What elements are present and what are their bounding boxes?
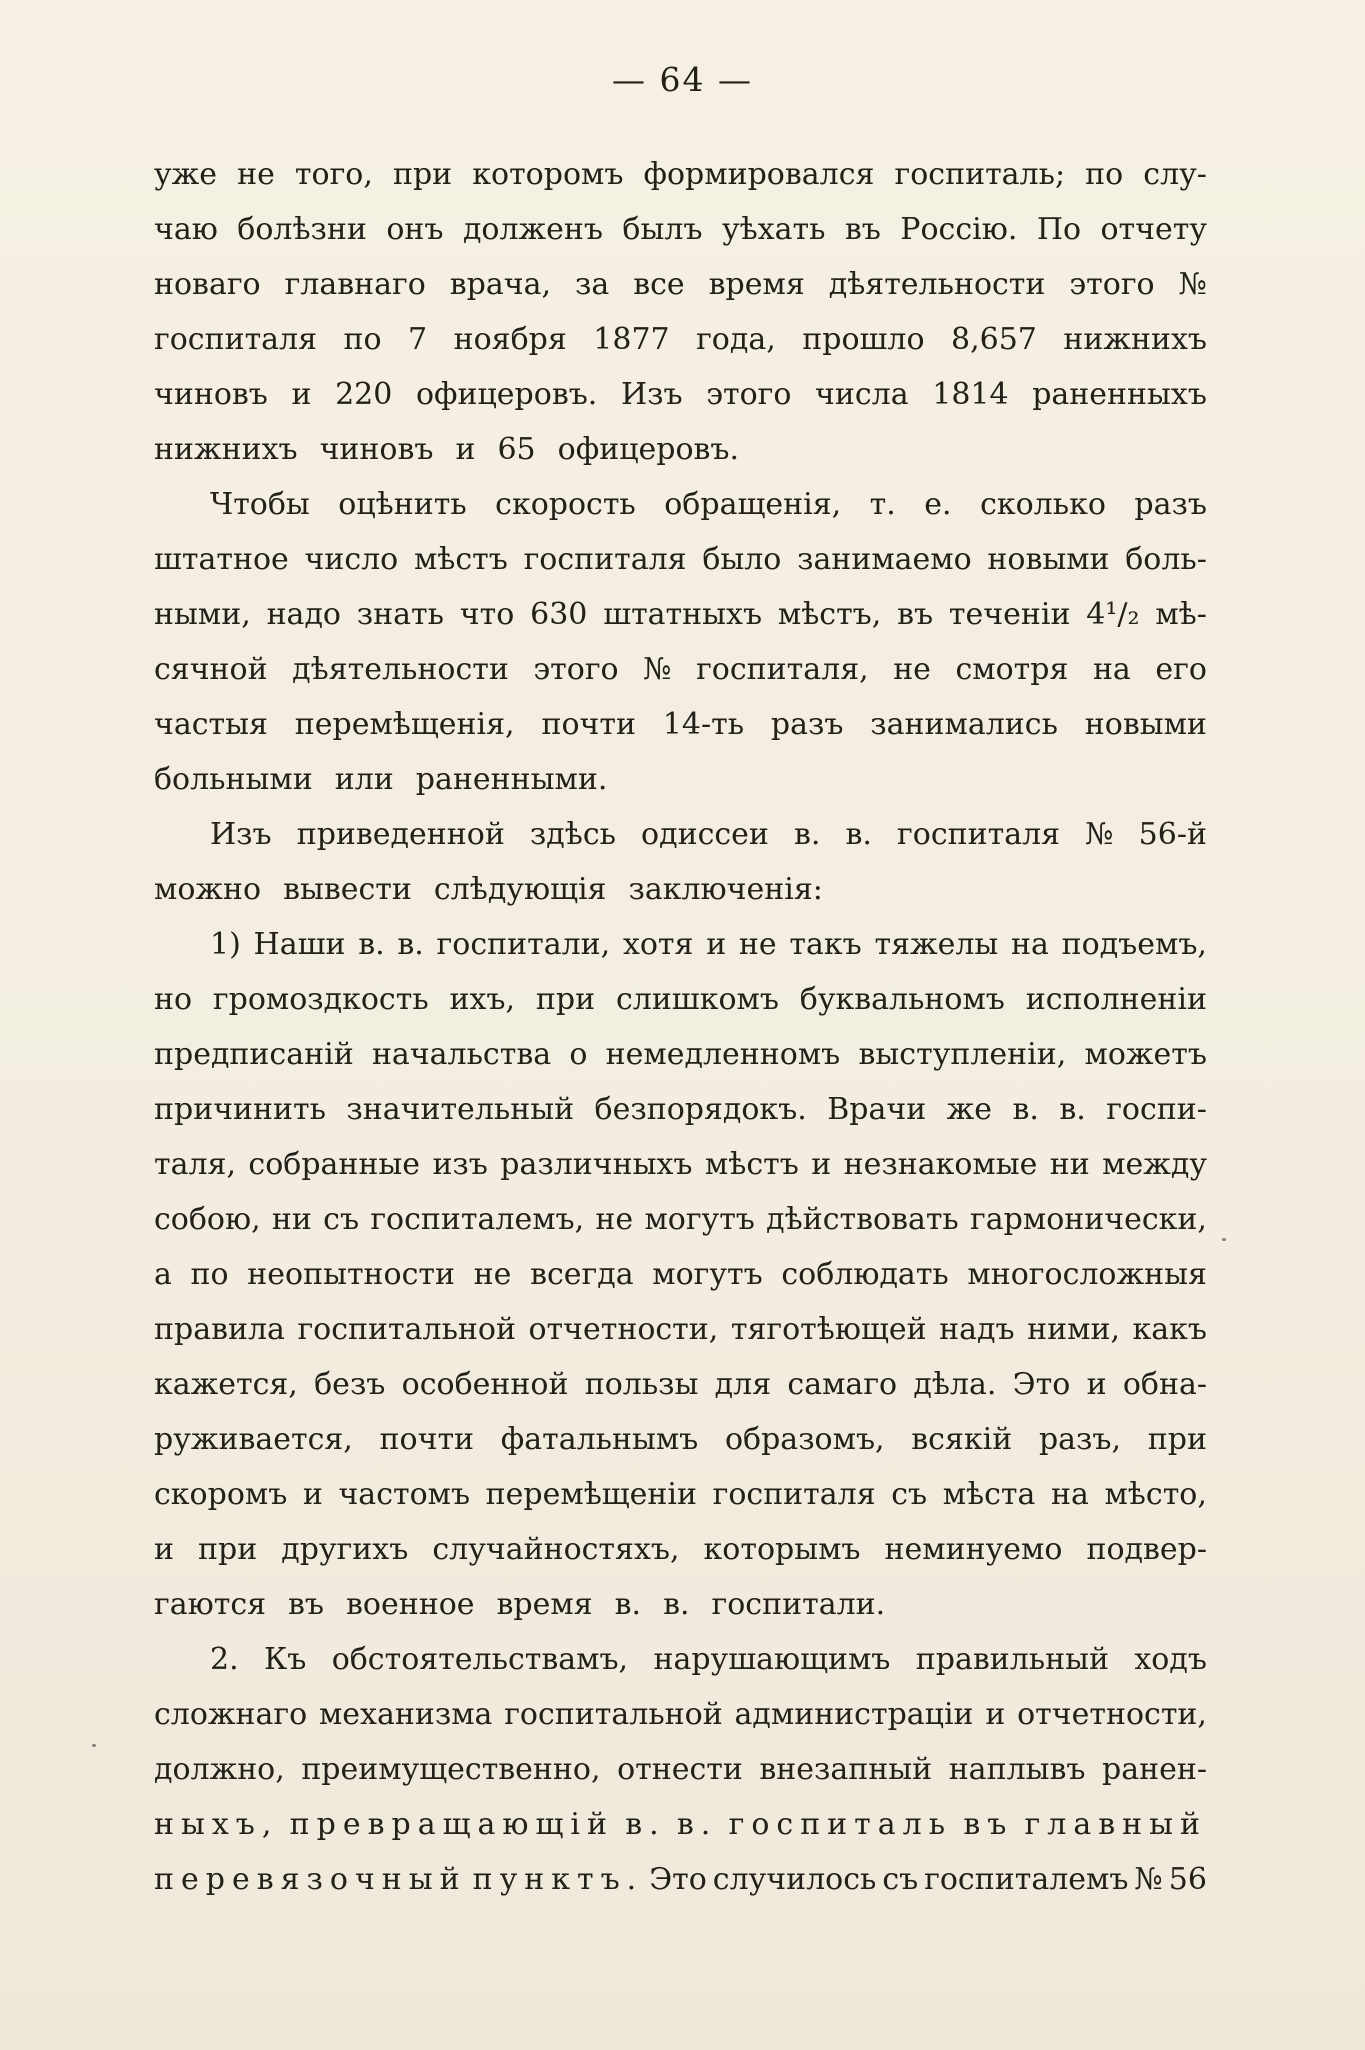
- word: 1): [210, 927, 241, 962]
- word: время: [708, 267, 805, 302]
- word: буквальномъ: [799, 982, 1005, 1017]
- text-line: [154, 367, 1207, 422]
- text-line: [154, 422, 1207, 477]
- word: число: [304, 542, 399, 577]
- word: обращенія,: [664, 487, 842, 522]
- word: почти: [541, 707, 636, 742]
- word: кажется,: [154, 1367, 298, 1402]
- word: всякій: [911, 1422, 1013, 1457]
- word: его: [1155, 652, 1207, 687]
- word: новаго: [154, 267, 261, 302]
- word: №: [1178, 267, 1207, 302]
- word: нижнихъ: [1063, 322, 1207, 357]
- word: же: [946, 1092, 992, 1127]
- paragraph-5: [154, 1632, 1207, 1907]
- text-line: [154, 1852, 1207, 1907]
- word: ноября: [453, 322, 567, 357]
- word: 8,657: [951, 322, 1037, 357]
- word: прошло: [802, 322, 925, 357]
- word: и: [302, 1477, 323, 1512]
- word: слишкомъ: [615, 982, 779, 1017]
- word: тяжелы: [874, 927, 999, 962]
- word: могутъ: [652, 1257, 763, 1292]
- word: гармонически,: [970, 1202, 1207, 1237]
- word: почти: [379, 1422, 475, 1457]
- word: в.: [625, 1807, 666, 1842]
- word: причинить: [154, 1092, 326, 1127]
- word: таля,: [154, 1147, 237, 1182]
- word: и: [811, 1147, 832, 1182]
- word: в.: [358, 927, 385, 962]
- word: 220: [335, 377, 393, 412]
- word: госпиталя: [897, 817, 1061, 852]
- word: ни: [271, 1202, 312, 1237]
- word: в.: [676, 1807, 718, 1842]
- word: отнести: [617, 1752, 743, 1787]
- paragraph-4: [154, 917, 1207, 1632]
- word: отчетности,: [1017, 1697, 1207, 1732]
- text-line: [154, 1467, 1207, 1522]
- word: не: [738, 927, 777, 962]
- word: которымъ: [703, 1532, 861, 1567]
- word: ходъ: [1134, 1642, 1207, 1677]
- word: пунктъ.: [472, 1862, 644, 1897]
- word: мѣстъ: [413, 542, 508, 577]
- word: что: [459, 597, 515, 632]
- word: в.: [845, 817, 872, 852]
- text-line: [154, 807, 1207, 862]
- word: значительный: [346, 1092, 575, 1127]
- text-line: [154, 1522, 1207, 1577]
- word: самаго: [787, 1367, 898, 1402]
- word: администраціи: [734, 1697, 974, 1732]
- word: въ: [963, 1807, 1014, 1842]
- word: правильный: [915, 1642, 1110, 1677]
- text-line: [154, 917, 1207, 972]
- word: Изъ: [620, 377, 683, 412]
- word: 1814: [932, 377, 1009, 412]
- word: 4¹/₂: [1086, 597, 1140, 632]
- word: можетъ: [1084, 1037, 1207, 1072]
- word: нижнихъ: [154, 432, 298, 467]
- word: должно,: [154, 1752, 285, 1787]
- word: в.: [1059, 1092, 1086, 1127]
- word: собою,: [154, 1202, 261, 1237]
- text-line: [154, 1302, 1207, 1357]
- word: наплывъ: [948, 1752, 1086, 1787]
- word: другихъ: [281, 1532, 409, 1567]
- word: формировался: [643, 157, 875, 192]
- paragraph-3: [154, 807, 1207, 917]
- word: образомъ,: [724, 1422, 885, 1457]
- word: 7: [408, 322, 428, 357]
- word: подвер-: [1086, 1532, 1207, 1567]
- word: разъ: [770, 707, 844, 742]
- paper-speck: [1222, 1238, 1226, 1241]
- word: оцѣнить: [338, 487, 467, 522]
- word: внезапный: [759, 1752, 933, 1787]
- word: незнакомые: [843, 1147, 1038, 1182]
- word: года,: [696, 322, 776, 357]
- word: исполненіи: [1025, 982, 1207, 1017]
- text-line: [154, 587, 1207, 642]
- word: 2.: [210, 1642, 239, 1677]
- word: перемѣщенія,: [294, 707, 515, 742]
- word: онъ: [386, 212, 444, 247]
- word: по: [1085, 157, 1124, 192]
- word: и: [291, 377, 312, 412]
- word: врача,: [449, 267, 552, 302]
- word: Изъ: [210, 817, 272, 852]
- word: госпиталя: [523, 542, 687, 577]
- word: преимущественно,: [301, 1752, 601, 1787]
- word: а: [154, 1257, 172, 1292]
- word: т.: [869, 487, 896, 522]
- word: въ: [288, 1587, 325, 1622]
- word: предписаній: [154, 1037, 354, 1072]
- text-line: [154, 1247, 1207, 1302]
- word: мѣ-: [1155, 597, 1207, 632]
- word: неопытности: [247, 1257, 455, 1292]
- word: гаются: [154, 1587, 267, 1622]
- word: и: [985, 1697, 1006, 1732]
- word: не: [595, 1202, 634, 1237]
- text-line: [154, 1192, 1207, 1247]
- text-line: [154, 752, 1207, 807]
- word: теченіи: [948, 597, 1071, 632]
- text-line: [154, 862, 1207, 917]
- word: дѣятельности: [828, 267, 1046, 302]
- word: госпитали.: [711, 1587, 886, 1622]
- word: о: [569, 1037, 588, 1072]
- word: не: [473, 1257, 512, 1292]
- word: можно: [154, 872, 262, 907]
- word: офицеровъ.: [415, 377, 598, 412]
- word: того,: [294, 157, 373, 192]
- word: штатныхъ: [603, 597, 763, 632]
- text-line: [154, 312, 1207, 367]
- word: мѣстъ: [704, 1147, 799, 1182]
- word: дѣятельности: [292, 652, 509, 687]
- word: 14-ть: [662, 707, 745, 742]
- word: многосложныя: [967, 1257, 1207, 1292]
- paper-speck: [92, 1744, 96, 1747]
- word: госпитальной: [297, 1312, 516, 1347]
- word: госпиталь: [728, 1807, 953, 1842]
- word: госпиталемъ: [924, 1862, 1129, 1897]
- word: при: [198, 1532, 258, 1567]
- word: руживается,: [154, 1422, 353, 1457]
- word: за: [575, 267, 610, 302]
- word: какъ: [1132, 1312, 1207, 1347]
- word: и: [706, 927, 727, 962]
- word: ныхъ,: [154, 1807, 279, 1842]
- word: надо: [266, 597, 341, 632]
- word: этого: [706, 377, 792, 412]
- word: случилось: [712, 1862, 877, 1897]
- word: госпи-: [1106, 1092, 1207, 1127]
- word: между: [1102, 1147, 1207, 1182]
- text-line: [154, 532, 1207, 587]
- word: на: [1051, 1477, 1089, 1512]
- word: в.: [614, 1587, 642, 1622]
- word: новыми: [1084, 707, 1207, 742]
- word: ихъ,: [449, 982, 516, 1017]
- word: фатальнымъ: [500, 1422, 699, 1457]
- word: случайностяхъ,: [432, 1532, 680, 1567]
- word: ными,: [154, 597, 251, 632]
- word: съ: [323, 1202, 360, 1237]
- word: здѣсь: [529, 817, 616, 852]
- word: раненныхъ: [1032, 377, 1207, 412]
- word: тяготѣющей: [730, 1312, 927, 1347]
- word: больными: [154, 762, 313, 797]
- word: 1877: [593, 322, 670, 357]
- word: в.: [397, 927, 424, 962]
- word: мѣсто,: [1104, 1477, 1207, 1512]
- text-line: [154, 1412, 1207, 1467]
- word: и: [154, 1532, 174, 1567]
- word: правила: [154, 1312, 285, 1347]
- page-number: — 64 —: [612, 60, 753, 99]
- word: е.: [924, 487, 952, 522]
- word: такъ: [789, 927, 862, 962]
- word: соблюдать: [781, 1257, 949, 1292]
- word: чаю: [154, 212, 218, 247]
- word: безъ: [314, 1367, 386, 1402]
- word: слу-: [1143, 157, 1207, 192]
- word: числа: [815, 377, 909, 412]
- word: одиссеи: [641, 817, 769, 852]
- word: дѣйствовать: [766, 1202, 959, 1237]
- word: новыми: [987, 542, 1110, 577]
- word: на: [1011, 927, 1049, 962]
- word: подъемъ,: [1061, 927, 1207, 962]
- text-line: [154, 1687, 1207, 1742]
- word: и: [455, 432, 476, 467]
- word: приведенной: [296, 817, 505, 852]
- word: скорость: [495, 487, 636, 522]
- word: слѣдующія: [433, 872, 607, 907]
- word: Россію.: [900, 212, 1018, 247]
- word: госпиталемъ,: [370, 1202, 585, 1237]
- word: боль-: [1125, 542, 1207, 577]
- text-line: [154, 1357, 1207, 1412]
- word: госпиталя: [712, 1477, 876, 1512]
- word: №: [1085, 817, 1114, 852]
- word: мѣста: [942, 1477, 1036, 1512]
- word: долженъ: [462, 212, 603, 247]
- word: Это: [1012, 1367, 1071, 1402]
- paragraph-1: [154, 147, 1207, 477]
- word: этого: [1069, 267, 1155, 302]
- word: хотя: [622, 927, 694, 962]
- word: частомъ: [338, 1477, 471, 1512]
- word: офицеровъ.: [557, 432, 740, 467]
- word: но: [154, 982, 193, 1017]
- text-line: [154, 202, 1207, 257]
- text-line: [154, 477, 1207, 532]
- word: №: [1134, 1862, 1163, 1897]
- word: отчету: [1100, 212, 1207, 247]
- text-line: [154, 147, 1207, 202]
- word: заключенія:: [628, 872, 823, 907]
- word: знать: [356, 597, 444, 632]
- word: госпитальной: [504, 1697, 723, 1732]
- word: съ: [891, 1477, 928, 1512]
- word: сколько: [980, 487, 1106, 522]
- word: ними,: [1027, 1312, 1120, 1347]
- word: по: [343, 322, 382, 357]
- word: для: [714, 1367, 772, 1402]
- word: госпиталя,: [696, 652, 869, 687]
- text-line: [154, 1632, 1207, 1687]
- word: разъ,: [1038, 1422, 1122, 1457]
- word: надъ: [939, 1312, 1015, 1347]
- word: пользы: [584, 1367, 699, 1402]
- word: которомъ: [472, 157, 624, 192]
- word: по: [190, 1257, 229, 1292]
- word: Врачи: [827, 1092, 927, 1127]
- word: вывести: [283, 872, 412, 907]
- word: уѣхать: [721, 212, 826, 247]
- word: было: [702, 542, 782, 577]
- word: в.: [1012, 1092, 1039, 1127]
- word: въ: [897, 597, 934, 632]
- word: №: [643, 652, 672, 687]
- word: ранен-: [1102, 1752, 1207, 1787]
- word: при: [1147, 1422, 1207, 1457]
- word: мѣстъ,: [777, 597, 882, 632]
- word: По: [1036, 212, 1082, 247]
- word: механизма: [318, 1697, 493, 1732]
- word: перевязочный: [154, 1862, 467, 1897]
- word: 56-й: [1138, 817, 1207, 852]
- word: все: [633, 267, 685, 302]
- word: штатное: [154, 542, 289, 577]
- word: 56: [1168, 1862, 1207, 1897]
- word: уже: [154, 157, 218, 192]
- body-text: [154, 147, 1207, 1907]
- word: различныхъ: [500, 1147, 693, 1182]
- word: Чтобы: [210, 487, 310, 522]
- word: разъ: [1134, 487, 1207, 522]
- text-line: [154, 697, 1207, 752]
- word: занимаемо: [797, 542, 972, 577]
- word: не: [893, 652, 931, 687]
- word: раненными.: [415, 762, 608, 797]
- word: в.: [663, 1587, 690, 1622]
- word: время: [496, 1587, 593, 1622]
- text-line: [154, 1797, 1207, 1852]
- text-line: [154, 972, 1207, 1027]
- word: особенной: [401, 1367, 569, 1402]
- word: скоромъ: [154, 1477, 288, 1512]
- word: громоздкость: [212, 982, 429, 1017]
- word: главнаго: [284, 267, 426, 302]
- text-line: [154, 1082, 1207, 1137]
- word: въ: [844, 212, 881, 247]
- word: и: [1086, 1367, 1107, 1402]
- word: не: [237, 157, 275, 192]
- word: обна-: [1122, 1367, 1207, 1402]
- word: неминуемо: [884, 1532, 1063, 1567]
- word: частыя: [154, 707, 268, 742]
- text-line: [154, 1137, 1207, 1192]
- word: при: [392, 157, 453, 192]
- word: в.: [794, 817, 821, 852]
- word: на: [1092, 652, 1131, 687]
- word: смотря: [955, 652, 1069, 687]
- word: начальства: [371, 1037, 552, 1072]
- word: Это: [649, 1862, 707, 1897]
- word: или: [334, 762, 394, 797]
- text-line: [154, 257, 1207, 312]
- word: сячной: [154, 652, 268, 687]
- word: могутъ: [644, 1202, 755, 1237]
- text-line: [154, 1027, 1207, 1082]
- word: госпитали,: [436, 927, 611, 962]
- word: нарушающимъ: [653, 1642, 891, 1677]
- word: этого: [533, 652, 619, 687]
- word: 630: [530, 597, 588, 632]
- text-line: [154, 642, 1207, 697]
- word: съ: [882, 1862, 919, 1897]
- word: всегда: [530, 1257, 634, 1292]
- word: превращающій: [289, 1807, 614, 1842]
- paragraph-2: [154, 477, 1207, 807]
- word: главный: [1024, 1807, 1207, 1842]
- word: чиновъ: [319, 432, 434, 467]
- text-line: [154, 1742, 1207, 1797]
- word: госпиталь;: [894, 157, 1066, 192]
- word: болѣзни: [237, 212, 367, 247]
- word: перемѣщеніи: [485, 1477, 698, 1512]
- word: Наши: [253, 927, 346, 962]
- word: чиновъ: [154, 377, 268, 412]
- word: ни: [1049, 1147, 1090, 1182]
- word: Къ: [264, 1642, 307, 1677]
- word: военное: [346, 1587, 475, 1622]
- word: безпорядокъ.: [594, 1092, 807, 1127]
- word: при: [535, 982, 596, 1017]
- word: сложнаго: [154, 1697, 308, 1732]
- word: немедленномъ: [605, 1037, 841, 1072]
- word: дѣла.: [913, 1367, 997, 1402]
- word: 65: [497, 432, 536, 467]
- word: отчетности,: [528, 1312, 719, 1347]
- word: занимались: [870, 707, 1058, 742]
- word: выступленіи,: [858, 1037, 1067, 1072]
- word: госпиталя: [154, 322, 318, 357]
- word: изъ: [432, 1147, 488, 1182]
- text-line: [154, 1577, 1207, 1632]
- word: обстоятельствамъ,: [331, 1642, 629, 1677]
- word: былъ: [622, 212, 703, 247]
- word: собранные: [248, 1147, 421, 1182]
